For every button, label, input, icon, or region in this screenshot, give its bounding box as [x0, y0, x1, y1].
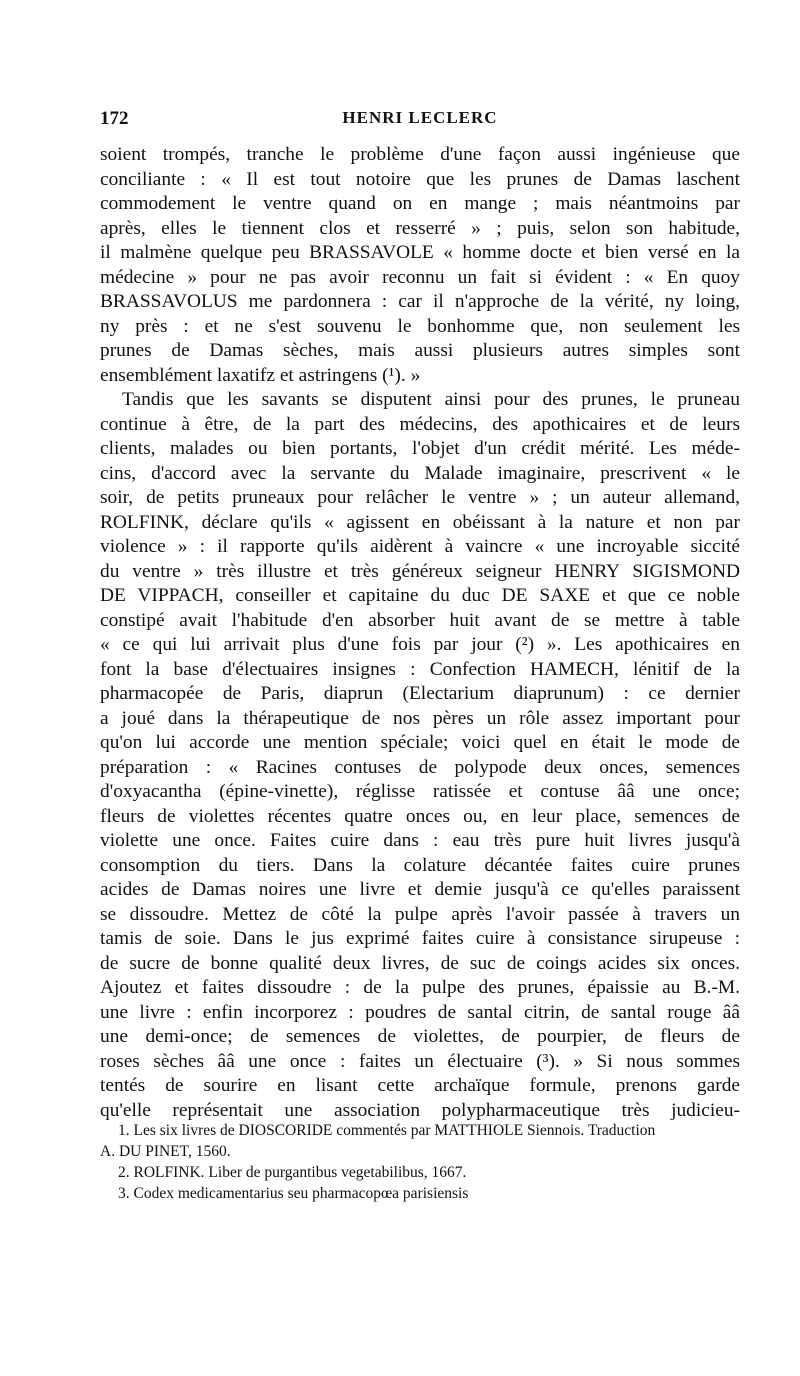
page-number: 172 — [100, 108, 129, 129]
paragraph-start-line: Tandis que les savants se disputent ainsi pour des prunes, le pruneau — [122, 389, 740, 410]
text-line: cins, d'accord avec la servante du Malade imaginaire, prescrivent « le — [100, 462, 740, 484]
text-line: commodement le ventre quand on en mange ; mais néantmoins par — [100, 193, 740, 214]
text-line: ny près : et ne s'est souvenu le bonhomme que, non seulement les — [100, 315, 740, 337]
footnote-1-continuation: A. DU PINET, 1560. — [100, 1143, 231, 1160]
text-line: tentés de sourire en lisant cette archaïque formule, prenons garde — [100, 1075, 740, 1096]
text-line: Ajoutez et faites dissoudre : de la pulpe des prunes, épaissie au B.-M. — [100, 977, 740, 998]
text-line: une livre : enfin incorporez : poudres de santal citrin, de santal rouge ââ — [100, 1001, 740, 1023]
text-line: fleurs de violettes récentes quatre onces ou, en leur place, semences de — [100, 805, 740, 827]
running-title: HENRI LECLERC — [342, 108, 498, 127]
text-line: continue à être, de la part des médecins, des apothicaires et de leurs — [100, 413, 740, 435]
text-line: clients, malades ou bien portants, l'objet d'un crédit mérité. Les méde- — [100, 438, 740, 459]
footnote-2: 2. ROLFINK. Liber de purgantibus vegetabilibus, 1667. — [118, 1164, 467, 1181]
text-line: DE VIPPACH, conseiller et capitaine du duc DE SAXE et que ce noble — [100, 585, 740, 606]
running-head — [100, 108, 740, 134]
text-line: violence » : il rapporte qu'ils aidèrent à vaincre « une incroyable siccité — [100, 536, 740, 557]
text-line: du ventre » très illustre et très généreux seigneur HENRY SIGISMOND — [100, 560, 740, 582]
text-line: qu'on lui accorde une mention spéciale; voici quel en était le mode de — [100, 732, 740, 753]
text-line: se dissoudre. Mettez de côté la pulpe après l'avoir passée à travers un — [100, 903, 740, 925]
text-line: conciliante : « Il est tout notoire que les prunes de Damas laschent — [100, 168, 740, 190]
body-text — [100, 143, 740, 1123]
text-line: soir, de petits pruneaux pour relâcher le ventre » ; un auteur allemand, — [100, 487, 740, 508]
text-line: ROLFINK, déclare qu'ils « agissent en obéissant à la nature et non par — [100, 511, 740, 533]
footnotes — [100, 1120, 740, 1204]
text-line: de sucre de bonne qualité deux livres, de suc de coings acides six onces. — [100, 952, 740, 974]
text-line: tamis de soie. Dans le jus exprimé faites cuire à consistance sirupeuse : — [100, 928, 740, 949]
text-line: consomption du tiers. Dans la colature décantée faites cuire prunes — [100, 854, 740, 876]
text-line: une demi-once; de semences de violettes, de pourpier, de fleurs de — [100, 1026, 740, 1047]
text-line: d'oxyacantha (épine-vinette), réglisse ratissée et contuse ââ une once; — [100, 781, 740, 802]
text-line: acides de Damas noires une livre et demie jusqu'à ce qu'elles paraissent — [100, 879, 740, 900]
text-line: il malmène quelque peu BRASSAVOLE « homme docte et bien versé en la — [100, 242, 740, 263]
text-line: qu'elle représentait une association polypharmaceutique très judicieu- — [100, 1099, 740, 1121]
text-line: font la base d'électuaires insignes : Confection HAMECH, lénitif de la — [100, 658, 740, 680]
text-line: préparation : « Racines contuses de polypode deux onces, semences — [100, 756, 740, 778]
footnote-3: 3. Codex medicamentarius seu pharmacopœa parisiensis — [118, 1185, 469, 1202]
text-line: pharmacopée de Paris, diaprun (Electarium diaprunum) : ce dernier — [100, 683, 740, 704]
text-line: médecine » pour ne pas avoir reconnu un fait si évident : « En quoy — [100, 266, 740, 288]
text-line: ensemblément laxatifz et astringens (¹). » — [100, 364, 421, 386]
footnote-1: 1. Les six livres de DIOSCORIDE commentés par MATTHIOLE Siennois. Traduction — [118, 1122, 656, 1139]
text-line: soient trompés, tranche le problème d'une façon aussi ingénieuse que — [100, 144, 740, 165]
text-line: a joué dans la thérapeutique de nos pères un rôle assez important pour — [100, 707, 740, 729]
text-line: roses sèches ââ une once : faites un électuaire (³). » Si nous sommes — [100, 1050, 740, 1072]
text-line: violette une once. Faites cuire dans : eau très pure huit livres jusqu'à — [100, 830, 740, 851]
text-line: prunes de Damas sèches, mais aussi plusieurs autres simples sont — [100, 340, 740, 361]
text-line: après, elles le tiennent clos et resserré » ; puis, selon son habitude, — [100, 217, 740, 239]
text-line: constipé avait l'habitude d'en absorber huit avant de se mettre à table — [100, 609, 740, 631]
text-line: BRASSAVOLUS me pardonnera : car il n'approche de la vérité, ny loing, — [100, 291, 740, 312]
text-line: « ce qui lui arrivait plus d'une fois par jour (²) ». Les apothicaires en — [100, 634, 740, 655]
